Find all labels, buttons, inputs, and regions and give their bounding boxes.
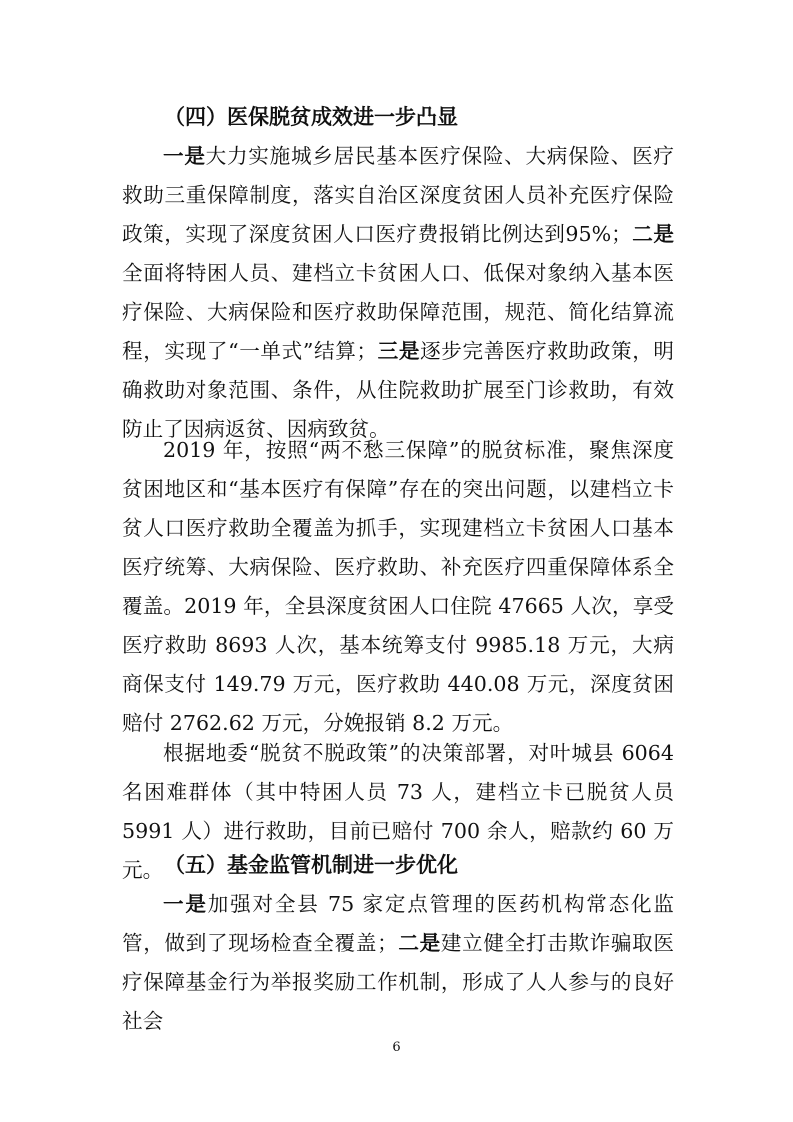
section-4-paragraph-2: 2019 年，按照“两不愁三保障”的脱贫标准，聚焦深度贫困地区和“基本医疗有保障”存在的突出问题，以建档立卡贫人口医疗救助全覆盖为抓手，实现建档立卡贫困人口基本医疗统筹、大病保险、医疗救助、补充医疗四重保障体系全覆盖。2019 年，全县深度贫困人口住院 47665 人次，享受医疗救助 8693 人次，基本统筹支付 9985.18 万元，大病商保支付 149.79 万元，医疗救助 440.08 万元，深度贫困赔付 2762.62 万元，分娩报销 8.2 万元。 xyxy=(122,438,674,735)
paragraph-text: 全面将特困人员、建档立卡贫困人口、低保对象纳入基本医疗保险、大病保险和医疗救助保障范围，规范、简化结算流程，实现了“一单式”结算； xyxy=(122,261,674,363)
section-4-heading: （四）医保脱贫成效进一步凸显 xyxy=(164,104,458,129)
paragraph-text: 建立健全打击欺诈骗取医疗保障基金行为举报奖励工作机制，形成了人人参与的良好社会 xyxy=(122,931,675,1033)
section-4-paragraph-3: 根据地委“脱贫不脱政策”的决策部署，对叶城县 6064 名困难群体（其中特困人员 73 人，建档立卡已脱贫人员 5991 人）进行救助，目前已赔付 700 余人，赔款约 60 万元。 xyxy=(122,741,674,882)
page-number: 6 xyxy=(392,1040,401,1055)
lead-phrase-2: 二是 xyxy=(631,222,674,246)
section-5-paragraph-1 xyxy=(122,885,674,1041)
paragraph-text: 大力实施城乡居民基本医疗保险、大病保险、医疗救助三重保障制度，落实自治区深度贫困人员补充医疗保险政策，实现了深度贫困人口医疗费报销比例达到95%； xyxy=(122,144,675,246)
paragraph-text: 加强对全县 75 家定点管理的医药机构常态化监管，做到了现场检查全覆盖； xyxy=(122,892,675,955)
lead-phrase-3: 三是 xyxy=(377,339,421,363)
section-4-paragraph-1 xyxy=(122,137,674,449)
section-5-heading: （五）基金监管机制进一步优化 xyxy=(164,852,458,877)
lead-phrase-1: 一是 xyxy=(163,892,208,916)
lead-phrase-2: 二是 xyxy=(397,931,441,955)
paragraph-text: 逐步完善医疗救助政策，明确救助对象范围、条件，从住院救助扩展至门诊救助，有效防止了因病返贫、因病致贫。 xyxy=(122,339,674,441)
lead-phrase-1: 一是 xyxy=(163,144,206,168)
